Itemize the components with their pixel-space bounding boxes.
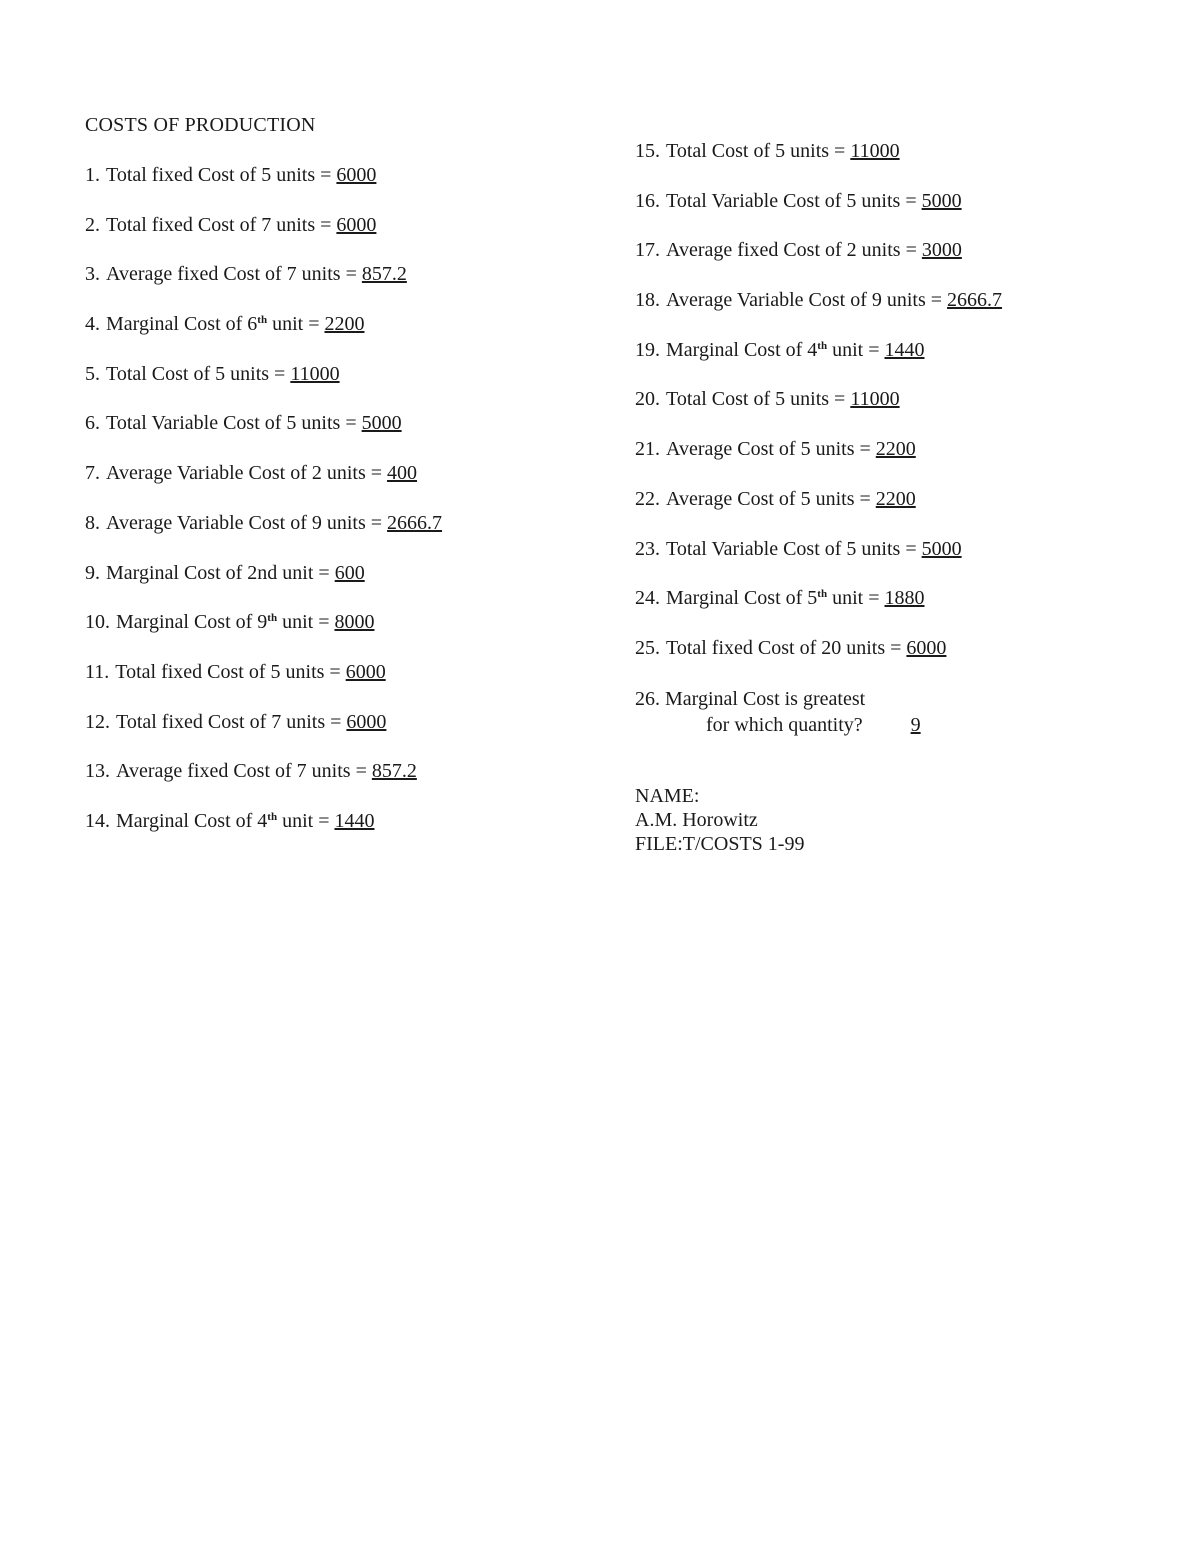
answer-value: 5000 — [921, 189, 962, 212]
answer-value: 6000 — [336, 213, 377, 236]
question-item — [635, 139, 1002, 189]
question-item — [635, 288, 1002, 338]
question-text: Total fixed Cost of 5 units = — [115, 660, 341, 683]
question-number: 1. — [85, 164, 100, 186]
answer-value: 9 — [910, 713, 921, 736]
question-text: Average fixed Cost of 7 units = — [116, 760, 367, 783]
question-number: 7. — [85, 462, 100, 485]
question-text: Average Variable Cost of 9 units = — [106, 511, 383, 534]
question-list-left — [85, 163, 442, 859]
question-text-suffix: unit = — [832, 587, 880, 610]
question-number: 24. — [635, 587, 660, 610]
question-item — [635, 636, 1002, 686]
answer-value: 3000 — [921, 239, 962, 262]
question-text: Total Variable Cost of 5 units = — [106, 412, 357, 435]
answer-value: 6000 — [906, 636, 947, 659]
question-list-right — [635, 139, 1002, 738]
question-item — [85, 511, 442, 561]
question-text: Average Cost of 5 units = — [666, 487, 871, 510]
name-label: NAME: — [635, 785, 700, 807]
question-number: 12. — [85, 710, 110, 733]
answer-value: 2666.7 — [387, 511, 443, 534]
question-item — [85, 213, 442, 263]
question-item — [85, 411, 442, 461]
answer-value: 2200 — [324, 313, 365, 336]
question-item — [635, 238, 1002, 288]
answer-value: 1440 — [334, 809, 375, 832]
answer-value: 6000 — [336, 164, 377, 186]
question-item — [85, 809, 442, 859]
question-item — [635, 437, 1002, 487]
question-number: 8. — [85, 511, 100, 534]
question-number: 22. — [635, 487, 660, 510]
answer-value: 1440 — [884, 338, 925, 361]
ordinal-suffix: th — [267, 810, 278, 823]
question-item — [635, 338, 1002, 388]
question-text: Total fixed Cost of 5 units = — [106, 164, 332, 186]
answer-value: 8000 — [334, 611, 375, 634]
question-item — [635, 387, 1002, 437]
question-number: 20. — [635, 388, 660, 411]
question-text: Total fixed Cost of 7 units = — [116, 710, 342, 733]
answer-value: 1880 — [884, 587, 925, 610]
question-number: 15. — [635, 140, 660, 162]
question-text: Marginal Cost of 5 — [666, 587, 818, 610]
question-text: Marginal Cost of 6 — [106, 313, 258, 336]
question-item — [635, 586, 1002, 636]
question-item — [85, 461, 442, 511]
question-item — [635, 686, 1002, 738]
answer-value: 6000 — [346, 710, 387, 733]
question-number: 11. — [85, 660, 110, 683]
question-item — [85, 163, 442, 213]
question-item — [85, 660, 442, 710]
question-text: Marginal Cost is greatest — [665, 687, 866, 710]
question-number: 18. — [635, 289, 660, 312]
question-text: Marginal Cost of 4 — [116, 809, 268, 832]
question-text: Average fixed Cost of 2 units = — [666, 239, 917, 262]
question-number: 9. — [85, 561, 100, 584]
answer-value: 2200 — [875, 487, 916, 510]
question-text: Marginal Cost of 4 — [666, 338, 818, 361]
question-number: 21. — [635, 438, 660, 461]
question-number: 26. — [635, 687, 660, 710]
question-item — [85, 610, 442, 660]
answer-value: 600 — [334, 561, 365, 584]
question-text: Marginal Cost of 9 — [116, 611, 268, 634]
ordinal-suffix: th — [267, 612, 278, 625]
question-text: Total Cost of 5 units = — [666, 140, 846, 162]
answer-value: 2666.7 — [947, 289, 1003, 312]
ordinal-suffix: th — [817, 588, 828, 601]
question-text: Total fixed Cost of 20 units = — [666, 636, 902, 659]
question-item — [85, 312, 442, 362]
question-text: Total Cost of 5 units = — [666, 388, 846, 411]
question-item — [85, 710, 442, 760]
question-item — [85, 561, 442, 611]
question-number: 13. — [85, 760, 110, 783]
question-item — [635, 537, 1002, 587]
question-item — [635, 487, 1002, 537]
question-item — [85, 362, 442, 412]
question-text: Marginal Cost of 2nd unit = — [106, 561, 330, 584]
question-number: 23. — [635, 537, 660, 560]
ordinal-suffix: th — [817, 339, 828, 352]
question-text-suffix: unit = — [282, 809, 330, 832]
page-title: COSTS OF PRODUCTION — [85, 114, 316, 136]
question-number: 5. — [85, 362, 100, 385]
answer-value: 2200 — [875, 438, 916, 461]
question-text: Average Variable Cost of 9 units = — [666, 289, 943, 312]
question-number: 10. — [85, 611, 110, 634]
question-text: Total Variable Cost of 5 units = — [666, 537, 917, 560]
answer-value: 11000 — [850, 388, 900, 411]
question-number: 25. — [635, 636, 660, 659]
question-text: Total Cost of 5 units = — [106, 362, 286, 385]
question-number: 2. — [85, 213, 100, 236]
question-text: for which quantity? — [706, 713, 863, 736]
ordinal-suffix: th — [257, 314, 268, 327]
name-value: A.M. Horowitz — [635, 809, 758, 831]
answer-value: 11000 — [290, 362, 340, 385]
answer-value: 857.2 — [371, 760, 417, 783]
question-item — [635, 189, 1002, 239]
question-number: 6. — [85, 412, 100, 435]
question-number: 4. — [85, 313, 100, 336]
footer-info — [635, 784, 804, 856]
file-label: FILE:T/COSTS 1-99 — [635, 833, 805, 855]
question-number: 19. — [635, 338, 660, 361]
question-text: Average fixed Cost of 7 units = — [106, 263, 357, 286]
question-number: 17. — [635, 239, 660, 262]
question-text: Average Cost of 5 units = — [666, 438, 871, 461]
question-number: 3. — [85, 263, 100, 286]
answer-value: 6000 — [345, 660, 386, 683]
question-text-suffix: unit = — [282, 611, 330, 634]
question-text: Average Variable Cost of 2 units = — [106, 462, 383, 485]
answer-value: 11000 — [850, 140, 900, 162]
answer-value: 857.2 — [361, 263, 407, 286]
question-number: 16. — [635, 189, 660, 212]
question-number: 14. — [85, 809, 110, 832]
question-text: Total Variable Cost of 5 units = — [666, 189, 917, 212]
answer-value: 400 — [387, 462, 418, 485]
question-text: Total fixed Cost of 7 units = — [106, 213, 332, 236]
answer-value: 5000 — [361, 412, 402, 435]
answer-value: 5000 — [921, 537, 962, 560]
question-text-suffix: unit = — [272, 313, 320, 336]
question-item — [85, 759, 442, 809]
question-item — [85, 262, 442, 312]
question-text-suffix: unit = — [832, 338, 880, 361]
